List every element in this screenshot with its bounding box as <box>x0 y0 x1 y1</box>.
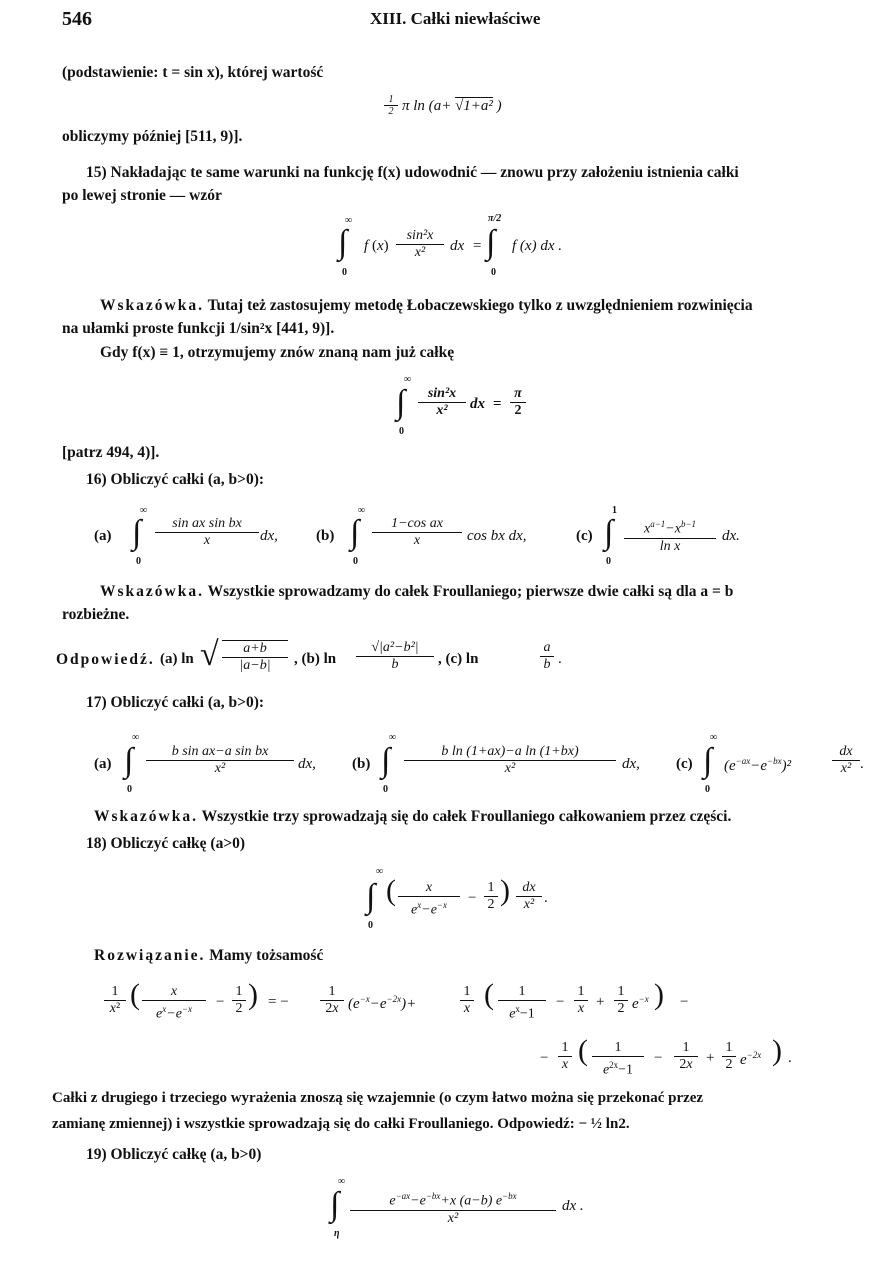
hint-label: Wskazówka. <box>100 297 204 314</box>
text-line: po lewej stronie — wzór <box>62 187 222 204</box>
hint-label: Wskazówka. <box>100 583 204 600</box>
text-line: 15) Nakładając te same warunki na funkcję f(x) udowodnić — znowu przy założeniu istnienia całki <box>86 164 739 181</box>
answer-label: Odpowiedź. <box>56 651 155 668</box>
text-line: Całki z drugiego i trzeciego wyrażenia znoszą się wzajemnie (o czym łatwo można się przekonać przez <box>52 1090 704 1106</box>
text-line: 18) Obliczyć całkę (a>0) <box>86 835 246 852</box>
text-line: (podstawienie: t = sin x), której wartość <box>62 64 324 81</box>
text-line: Wszystkie trzy sprowadzają się do całek Froullaniego całkowaniem przez części. <box>197 808 732 825</box>
page-number: 546 <box>62 8 92 30</box>
text-line: Mamy tożsamość <box>205 947 324 964</box>
chapter-title: XIII. Całki niewłaściwe <box>370 9 541 28</box>
text-line: Tutaj też zastosujemy metodę Łobaczewskiego tylko z uwzględnieniem rozwinięcia <box>203 297 753 314</box>
text-line: [patrz 494, 4)]. <box>62 444 160 461</box>
book-page: 546 XIII. Całki niewłaściwe (podstawienie: t = sin x), której wartość $\frac{1}{2}$ π ln (a+ √1+a² ) obliczymy później [511, 9)]. 15) Nakładając te same warunki na funkcję f(x) udowodnić — znowu przy założeniu istnienia całki po lewej stronie — wzór ∞ ∫ 0 f (x) $\frac{\text{sin²x}}{\text{x²}}$ dx = π/2 ∫ 0 f (x) dx . Wskazówka. Tutaj też zastosujemy metodę Łobaczewskiego tylko z uwzględnieniem rozwinięcia na ułamki proste funkcji 1/sin²x [441, 9)]. Gdy f(x) ≡ 1, otrzymujemy znów znaną nam już całkę ∞ ∫ 0 $\frac{\text{sin²x}}{\text{x²}}$ dx = $\frac{\pi}{2}$ [patrz 494, 4)]. 16) Obliczyć całki (a, b>0): (a) ∞ ∫ 0 $\frac{\text{sin ax sin bx}}{x}$ dx, (b) ∞ ∫ 0 $\frac{\text{1−cos ax}}{x}$ cos bx dx, (c) 1 ∫ 0 $\frac{x^{a-1}-x^{b-1}}{\text{ln x}}$ dx. Wskazówka. Wszystkie sprowadzamy do całek Froullaniego; pierwsze dwie całki są dla a = b rozbieżne. Odpowiedź. (a) ln √ $\frac{a+b}{|a-b|}$ , (b) ln $\frac{\text{√|a²−b²|}}{b}$ , (c) ln $\frac{a}{b}$ . 17) Obliczyć całki (a, b>0): (a) ∞ ∫ 0 $\frac{\text{b sin ax−a sin bx}}{\text{x²}}$ dx, (b) ∞ ∫ 0 $\frac{\text{b ln (1+ax)−a ln (1+bx)}}{\text{x²}}$ dx, (c) ∞ ∫ 0 $(e^{-ax}-e^{-bx})^2$ $\frac{dx}{\text{x²}}$ . Wskazówka. Wszystkie trzy sprowadzają się do całek Froullaniego całkowaniem przez części. 18) Obliczyć całkę (a>0) ∞ ∫ 0 ( $\frac{x}{e^x-e^{-x}}$ − $\frac{1}{2}$ ) $\frac{dx}{\text{x²}}$ . Rozwiązanie. Mamy tożsamość $\frac{1}{\text{x²}}$ ( $\frac{x}{e^x-e^{-x}}$ − $\frac{1}{2}$ ) = − $\frac{1}{2x}$ $(e^{-x}-e^{-2x})+$ $\frac{1}{x}$ ( $\frac{1}{e^x-1}$ − $\frac{1}{x}$ + $\frac{1}{2}$ $e^{-x}$ ) − − $\frac{1}{x}$ ( $\frac{1}{e^{2x}-1}$ − $\frac{1}{2x}$ + $\frac{1}{2}$ $e^{-2x}$ ) . Całki z drugiego i trzeciego wyrażenia znoszą się wzajemnie (o czym łatwo można się przekonać przez zamianę zmiennej) i wszystkie sprowadzają się do całki Froullaniego. Odpowiedź: − ½ ln2. 19) Obliczyć całkę (a, b>0) ∞ ∫ η $\frac{e^{-ax}-e^{-bx}+x (a-b) e^{-bx}}{\text{x²}}$ dx . <box>52 8 864 1239</box>
text-line: Wszystkie sprowadzamy do całek Froullaniego; pierwsze dwie całki są dla a = b <box>203 583 734 600</box>
text-line: 16) Obliczyć całki (a, b>0): <box>86 471 265 488</box>
hint-label: Wskazówka. <box>94 808 198 825</box>
text-line: 17) Obliczyć całki (a, b>0): <box>86 694 265 711</box>
solution-label: Rozwiązanie. <box>94 947 206 964</box>
text-line: rozbieżne. <box>62 606 130 623</box>
text-line: Gdy f(x) ≡ 1, otrzymujemy znów znaną nam już całkę <box>100 344 455 361</box>
text-line: na ułamki proste funkcji 1/sin²x [441, 9)]. <box>62 320 335 337</box>
text-line: zamianę zmiennej) i wszystkie sprowadzają się do całki Froullaniego. Odpowiedź: − ½ ln2. <box>52 1116 630 1132</box>
text-line: 19) Obliczyć całkę (a, b>0) <box>86 1146 262 1163</box>
text-line: obliczymy później [511, 9)]. <box>62 128 243 145</box>
